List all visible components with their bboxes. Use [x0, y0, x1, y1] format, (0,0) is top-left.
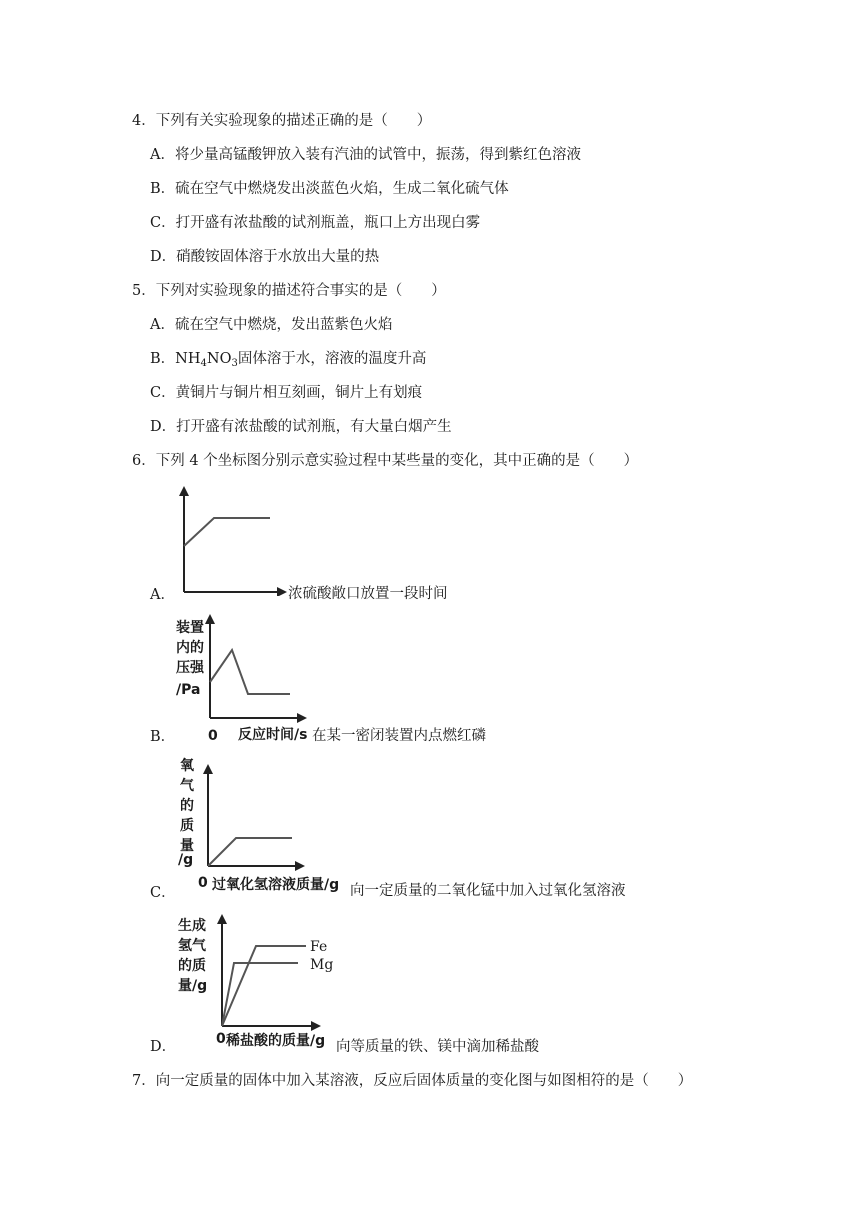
q6-d-y-label-4: 量/g	[178, 978, 208, 994]
q5-option-b-suffix: 固体溶于水，溶液的温度升高	[237, 351, 427, 367]
q5-option-b-prefix: B．NH	[150, 351, 201, 367]
q4-option-a: A．将少量高锰酸钾放入装有汽油的试管中，振荡，得到紫红色溶液	[150, 147, 581, 163]
q6-b-chart	[172, 612, 312, 744]
q6-b-letter: B．	[150, 729, 176, 745]
q6-b-y-label-3: 压强	[176, 660, 204, 676]
q4-stem: 4．下列有关实验现象的描述正确的是（ ）	[132, 113, 432, 129]
q5-option-c: C．黄铜片与铜片相互刻画，铜片上有划痕	[150, 385, 423, 401]
q6-d-x-label: 稀盐酸的质量/g	[226, 1033, 326, 1049]
q6-a-series-line	[184, 518, 270, 546]
q5-option-d: D．打开盛有浓盐酸的试剂瓶，有大量白烟产生	[150, 419, 452, 435]
q7-stem: 7．向一定质量的固体中加入某溶液，反应后固体质量的变化图与如图相符的是（ ）	[132, 1073, 693, 1089]
q6-b-series-line	[210, 650, 290, 694]
q6-c-y-label-3: 的	[180, 798, 194, 814]
q6-c-y-label-2: 气	[180, 778, 194, 794]
q6-b-x-label: 反应时间/s	[238, 727, 308, 743]
q6-c-y-label-5: 量	[180, 838, 194, 854]
q6-b-y-label-1: 装置	[176, 620, 204, 636]
q6-b-y-arrow	[205, 614, 215, 624]
q6-d-origin: 0	[216, 1031, 226, 1047]
q5-option-b-mid: NO	[206, 351, 232, 367]
q6-d-chart	[174, 906, 344, 1032]
q4-option-b: B．硫在空气中燃烧发出淡蓝色火焰，生成二氧化硫气体	[150, 181, 509, 197]
q6-a-caption: 浓硫酸敞口放置一段时间	[288, 586, 448, 602]
q6-d-caption: 向等质量的铁、镁中滴加稀盐酸	[336, 1039, 539, 1055]
q6-d-letter: D．	[150, 1039, 177, 1055]
q6-d-x-arrow	[311, 1021, 321, 1031]
q6-b-origin: 0	[208, 728, 218, 744]
q5-option-b-sub2: 3	[231, 358, 238, 369]
q6-c-y-label-6: /g	[178, 852, 194, 868]
q6-c-x-label: 过氧化氢溶液质量/g	[212, 877, 340, 893]
q6-d-y-label-3: 的质	[178, 958, 206, 974]
q4-option-c: C．打开盛有浓盐酸的试剂瓶盖，瓶口上方出现白雾	[150, 215, 481, 231]
q6-c-origin: 0	[198, 875, 208, 891]
q6-b-x-arrow	[297, 713, 307, 723]
q6-a-y-arrow	[179, 486, 189, 496]
q6-c-x-arrow	[295, 861, 305, 871]
q6-d-legend-fe: Fe	[310, 939, 328, 955]
q6-a-x-arrow	[277, 587, 287, 596]
q6-c-y-label-1: 氧	[180, 758, 194, 774]
q6-b-y-label-4: /Pa	[176, 682, 201, 698]
q6-stem: 6．下列 4 个坐标图分别示意实验过程中某些量的变化，其中正确的是（ ）	[132, 453, 639, 469]
q5-option-b	[150, 350, 426, 373]
q6-d-series-fe	[222, 946, 306, 1026]
q6-d-legend-mg: Mg	[310, 957, 334, 973]
q5-stem: 5．下列对实验现象的描述符合事实的是（ ）	[132, 283, 446, 299]
q6-c-y-label-4: 质	[180, 818, 194, 834]
q6-a-letter: A．	[150, 587, 175, 603]
q6-d-y-arrow	[217, 914, 227, 924]
q6-a-chart	[170, 484, 290, 596]
q6-c-caption: 向一定质量的二氧化锰中加入过氧化氢溶液	[350, 883, 626, 899]
q6-c-y-arrow	[203, 764, 213, 774]
q6-b-y-label-2: 内的	[176, 640, 204, 656]
q4-option-d: D．硝酸铵固体溶于水放出大量的热	[150, 249, 380, 265]
q6-d-y-label-1: 生成	[178, 918, 206, 934]
q6-b-caption: 在某一密闭装置内点燃红磷	[312, 728, 486, 744]
q6-c-series-line	[208, 838, 292, 866]
q6-d-series-mg	[222, 963, 298, 1026]
q5-option-b-sub1: 4	[200, 358, 207, 369]
q6-c-chart	[174, 750, 314, 882]
q5-option-a: A．硫在空气中燃烧，发出蓝紫色火焰	[150, 317, 393, 333]
q6-c-letter: C．	[150, 885, 176, 901]
q6-d-y-label-2: 氢气	[178, 938, 206, 954]
